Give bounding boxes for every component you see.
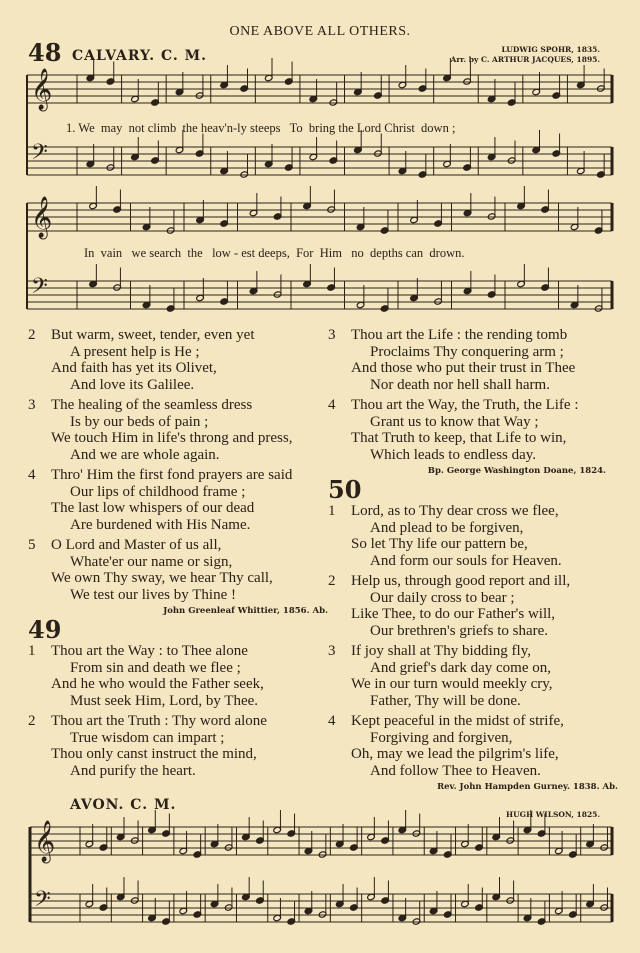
line-text: Kept peaceful in the midst of strife, (351, 713, 564, 729)
tune-name-calvary: CALVARY. C. M. (72, 48, 207, 64)
stanza-line (328, 643, 618, 660)
music-lyric-line-1: 1. We may not climb the heav'n-ly steeps To bring the Lord Christ down ; (66, 121, 456, 135)
stanza-line (28, 570, 328, 587)
hymn-49-attribution: Bp. George Washington Doane, 1824. (427, 466, 606, 476)
stanza-line (328, 520, 618, 537)
arranger-line: Arr. by C. ARTHUR JACQUES, 1895. (450, 55, 600, 64)
stanza-line (28, 344, 328, 361)
stanza-number: 5 (28, 537, 36, 553)
stanza-line (28, 377, 328, 394)
stanza-number: 2 (28, 713, 36, 729)
stanza-line (328, 414, 618, 431)
composer-credit (451, 45, 600, 65)
stanza (328, 397, 618, 463)
line-text: Our daily cross to bear ; (370, 589, 515, 606)
stanza-number: 3 (28, 397, 36, 413)
stanza-number: 2 (328, 573, 336, 589)
stanza-line (328, 713, 618, 730)
treble-clef-icon: 𝄞 (34, 821, 56, 862)
stanza (28, 397, 328, 463)
hymn-48-stanzas (28, 327, 328, 603)
line-text: And purify the heart. (70, 762, 196, 779)
line-text: And those who put their trust in Thee (351, 360, 576, 376)
line-text: Must seek Him, Lord, by Thee. (70, 692, 259, 709)
stanza-line (28, 447, 328, 464)
treble-clef-icon: 𝄞 (31, 69, 53, 110)
line-text: Thou art the Life : the rending tomb (351, 327, 568, 343)
stanza-line (28, 397, 328, 414)
line-text: Thou only canst instruct the mind, (51, 746, 257, 762)
stanza-line (28, 713, 328, 730)
line-text: We touch Him in life's throng and press, (51, 430, 293, 446)
line-text: Like Thee, to do our Father's will, (351, 606, 556, 622)
line-text: The healing of the seamless dress (51, 397, 253, 413)
stanza (328, 503, 618, 569)
stanza-number: 4 (328, 397, 336, 413)
stanza-line (28, 484, 328, 501)
stanza (328, 573, 618, 639)
stanza-line (328, 746, 618, 763)
line-text: True wisdom can impart ; (70, 729, 225, 746)
hymn-49-number: 49 (28, 615, 62, 644)
stanza-line (28, 643, 328, 660)
left-column (28, 327, 328, 783)
stanza-number: 4 (328, 713, 336, 729)
stanza-number: 1 (328, 503, 336, 519)
line-text: O Lord and Master of us all, (51, 537, 222, 553)
stanza-line (328, 447, 618, 464)
stanza-line (328, 553, 618, 570)
line-text: That Truth to keep, that Life to win, (351, 430, 567, 446)
hymn-50-stanzas (328, 503, 618, 779)
stanza-line (328, 623, 618, 640)
treble-clef-icon: 𝄞 (31, 197, 53, 238)
stanza-line (328, 676, 618, 693)
line-text: From sin and death we flee ; (70, 659, 241, 676)
stanza-line (328, 660, 618, 677)
stanza-line (328, 430, 618, 447)
line-text: Forgiving and forgiven, (370, 729, 513, 746)
bass-clef-icon: 𝄢 (34, 887, 51, 917)
stanza (28, 327, 328, 393)
bass-clef-icon: 𝄢 (31, 140, 48, 170)
hymn-49-stanzas-continued (328, 327, 618, 463)
stanza (328, 713, 618, 779)
line-text: We in our turn would meekly cry, (351, 676, 553, 692)
line-text: A present help is He ; (70, 343, 200, 360)
stanza-line (28, 517, 328, 534)
stanza-line (28, 467, 328, 484)
bass-clef-icon: 𝄢 (31, 274, 48, 304)
stanza-number: 3 (328, 327, 336, 343)
stanza-line (328, 503, 618, 520)
stanza-line (28, 746, 328, 763)
avon-composer: HUGH WILSON, 1825. (506, 810, 600, 819)
stanza (28, 537, 328, 603)
stanza-line (328, 730, 618, 747)
line-text: Is by our beds of pain ; (70, 413, 209, 430)
music-lyric-line-2: In vain we search the low - est deeps, For Him no depths can drown. (84, 246, 465, 260)
line-text: Thou art the Truth : Thy word alone (51, 713, 267, 729)
line-text: Father, Thy will be done. (370, 692, 521, 709)
stanza-line (28, 554, 328, 571)
line-text: We own Thy sway, we hear Thy call, (51, 570, 273, 586)
stanza-number: 3 (328, 643, 336, 659)
line-text: And form our souls for Heaven. (370, 552, 562, 569)
line-text: But warm, sweet, tender, even yet (51, 327, 255, 343)
stanza-line (28, 327, 328, 344)
line-text: Thou art the Way, the Truth, the Life : (351, 397, 579, 413)
line-text: Proclaims Thy conquering arm ; (370, 343, 564, 360)
stanza-line (328, 397, 618, 414)
stanza-number: 2 (28, 327, 36, 343)
line-text: Our lips of childhood frame ; (70, 483, 246, 500)
line-text: Whate'er our name or sign, (70, 553, 233, 570)
stanza (328, 327, 618, 393)
line-text: Thro' Him the first fond prayers are said (51, 467, 293, 483)
line-text: We test our lives by Thine ! (70, 586, 236, 603)
stanza-line (328, 606, 618, 623)
line-text: Help us, through good report and ill, (351, 573, 571, 589)
line-text: Nor death nor hell shall harm. (370, 376, 550, 393)
stanza-line (28, 430, 328, 447)
hymn-48-attribution: John Greenleaf Whittier, 1856. Ab. (163, 606, 328, 616)
hymn-50-number: 50 (328, 475, 362, 504)
line-text: And plead to be forgiven, (370, 519, 524, 536)
stanza-line (328, 360, 618, 377)
stanza-line (28, 587, 328, 604)
stanza-line (328, 327, 618, 344)
hymn-50-attribution: Rev. John Hampden Gurney. 1838. Ab. (437, 782, 618, 792)
stanza-line (28, 500, 328, 517)
line-text: And follow Thee to Heaven. (370, 762, 541, 779)
line-text: Grant us to know that Way ; (370, 413, 539, 430)
hymn-49-stanzas (28, 643, 328, 779)
stanza (28, 643, 328, 709)
stanza (28, 713, 328, 779)
stanza-line (28, 730, 328, 747)
running-title: ONE ABOVE ALL OTHERS. (229, 24, 411, 39)
line-text: And he who would the Father seek, (51, 676, 264, 692)
line-text: Which leads to endless day. (370, 446, 537, 463)
line-text: And grief's dark day come on, (370, 659, 551, 676)
line-text: Oh, may we lead the pilgrim's life, (351, 746, 559, 762)
stanza-number: 4 (28, 467, 36, 483)
stanza-line (28, 763, 328, 780)
stanza-line (328, 536, 618, 553)
line-text: Lord, as to Thy dear cross we flee, (351, 503, 559, 519)
stanza (328, 643, 618, 709)
stanza-line (328, 763, 618, 780)
stanza (28, 467, 328, 533)
composer-line: LUDWIG SPOHR, 1835. (501, 45, 600, 54)
stanza-line (328, 590, 618, 607)
stanza-line (28, 676, 328, 693)
line-text: Thou art the Way : to Thee alone (51, 643, 248, 659)
stanza-line (28, 360, 328, 377)
line-text: So let Thy life our pattern be, (351, 536, 528, 552)
line-text: The last low whispers of our dead (51, 500, 255, 516)
stanza-line (328, 693, 618, 710)
line-text: And faith has yet its Olivet, (51, 360, 217, 376)
stanza-line (28, 414, 328, 431)
right-column (328, 327, 618, 793)
line-text: Our brethren's griefs to share. (370, 622, 549, 639)
line-text: And love its Galilee. (70, 376, 195, 393)
line-text: Are burdened with His Name. (70, 516, 251, 533)
stanza-line (328, 377, 618, 394)
stanza-number: 1 (28, 643, 36, 659)
stanza-line (328, 573, 618, 590)
line-text: And we are whole again. (70, 446, 220, 463)
stanza-line (28, 537, 328, 554)
line-text: If joy shall at Thy bidding fly, (351, 643, 531, 659)
hymn-48-number: 48 (28, 38, 62, 67)
stanza-line (28, 660, 328, 677)
tune-name-avon: AVON. C. M. (70, 797, 177, 813)
stanza-line (28, 693, 328, 710)
stanza-line (328, 344, 618, 361)
